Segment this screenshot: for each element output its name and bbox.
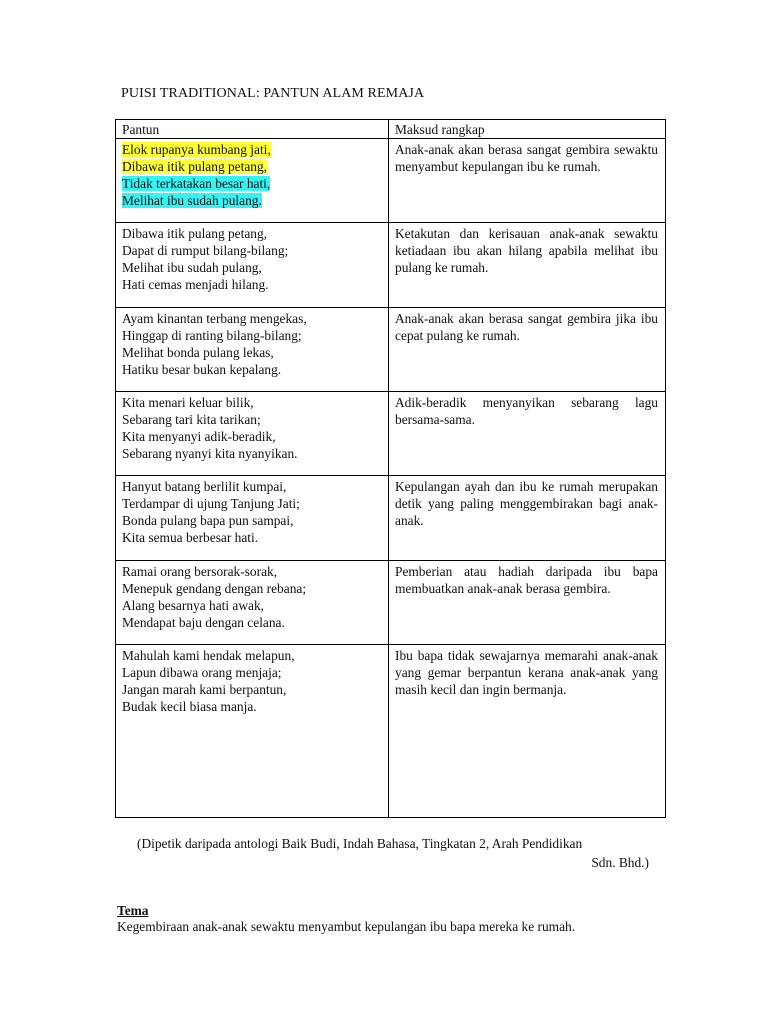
table-row (116, 476, 666, 560)
pantun-line (122, 681, 382, 698)
pantun-line (122, 141, 382, 158)
pantun-line-text: Terdampar di ujung Tanjung Jati; (122, 496, 300, 512)
pantun-line (122, 495, 382, 512)
pantun-line (122, 529, 382, 546)
header-pantun: Pantun (116, 120, 389, 139)
pantun-line-text: Jangan marah kami berpantun, (122, 682, 287, 698)
maksud-text: Ketakutan dan kerisauan anak-anak sewaktu ketiadaan ibu akan hilang apabila melihat ibu pulang ke rumah. (395, 226, 658, 276)
pantun-line (122, 344, 382, 361)
pantun-line (122, 192, 382, 209)
pantun-line (122, 394, 382, 411)
table-row (116, 392, 666, 476)
table-row (116, 560, 666, 644)
pantun-line-text: Dibawa itik pulang petang, (122, 226, 268, 242)
pantun-line (122, 175, 382, 192)
pantun-line-text: Ramai orang bersorak-sorak, (122, 563, 278, 579)
pantun-line-text: Sebarang nyanyi kita nyanyikan. (122, 446, 298, 462)
pantun-line-text: Elok rupanya kumbang jati, (122, 142, 271, 157)
pantun-line (122, 411, 382, 428)
pantun-line-text: Kita semua berbesar hati. (122, 530, 259, 546)
pantun-line (122, 445, 382, 462)
pantun-line (122, 512, 382, 529)
maksud-text: Anak-anak akan berasa sangat gembira jika ibu cepat pulang ke rumah. (395, 310, 658, 343)
pantun-line-text: Hatiku besar bukan kepalang. (122, 361, 282, 377)
pantun-cell (116, 560, 389, 644)
pantun-line (122, 698, 382, 715)
table-row (116, 223, 666, 307)
maksud-cell (389, 307, 666, 391)
pantun-line-text: Melihat ibu sudah pulang, (122, 260, 262, 276)
pantun-line (122, 563, 382, 580)
document-title: PUISI TRADITIONAL: PANTUN ALAM REMAJA (121, 86, 425, 101)
pantun-line (122, 242, 382, 259)
pantun-line (122, 580, 382, 597)
pantun-line-text: Mendapat baju dengan celana. (122, 614, 285, 630)
pantun-cell (116, 223, 389, 307)
pantun-cell (116, 139, 389, 223)
pantun-line (122, 158, 382, 175)
pantun-cell (116, 307, 389, 391)
pantun-line-text: Kita menari keluar bilik, (122, 395, 254, 411)
maksud-cell (389, 645, 666, 818)
pantun-line-text: Dapat di rumput bilang-bilang; (122, 243, 289, 259)
pantun-line-text: Hinggap di ranting bilang-bilang; (122, 327, 302, 343)
pantun-line (122, 259, 382, 276)
pantun-line (122, 310, 382, 327)
maksud-cell (389, 560, 666, 644)
pantun-line (122, 647, 382, 664)
source-citation (137, 834, 649, 872)
pantun-line-text: Bonda pulang bapa pun sampai, (122, 513, 294, 529)
pantun-line-text: Lapun dibawa orang menjaja; (122, 665, 282, 681)
maksud-text: Anak-anak akan berasa sangat gembira sewaktu menyambut kepulangan ibu ke rumah. (395, 142, 658, 174)
source-line-1: (Dipetik daripada antologi Baik Budi, Indah Bahasa, Tingkatan 2, Arah Pendidikan (137, 836, 583, 851)
pantun-line-text: Tidak terkatakan besar hati, (122, 176, 271, 191)
maksud-text: Pemberian atau hadiah daripada ibu bapa membuatkan anak-anak berasa gembira. (395, 563, 658, 596)
maksud-cell (389, 392, 666, 476)
pantun-line (122, 664, 382, 681)
pantun-cell (116, 476, 389, 560)
pantun-line (122, 327, 382, 344)
pantun-cell (116, 392, 389, 476)
pantun-line-text: Budak kecil biasa manja. (122, 699, 257, 715)
pantun-line-text: Menepuk gendang dengan rebana; (122, 580, 307, 596)
pantun-cell (116, 645, 389, 818)
pantun-line-text: Kita menyanyi adik-beradik, (122, 429, 276, 445)
maksud-text: Ibu bapa tidak sewajarnya memarahi anak-anak yang gemar berpantun kerana anak-anak yang masih kecil dan ingin bermanja. (395, 648, 658, 698)
tema-text: Kegembiraan anak-anak sewaktu menyambut kepulangan ibu bapa mereka ke rumah. (117, 919, 576, 934)
maksud-cell (389, 139, 666, 223)
pantun-line-text: Ayam kinantan terbang mengekas, (122, 310, 307, 326)
maksud-cell (389, 223, 666, 307)
pantun-line-text: Dibawa itik pulang petang, (122, 159, 268, 174)
pantun-line (122, 225, 382, 242)
pantun-line (122, 428, 382, 445)
maksud-text: Adik-beradik menyanyikan sebarang lagu bersama-sama. (395, 395, 658, 428)
maksud-text: Kepulangan ayah dan ibu ke rumah merupakan detik yang paling menggembirakan bagi anak-anak. (395, 479, 658, 529)
pantun-line (122, 597, 382, 614)
pantun-line-text: Alang besarnya hati awak, (122, 597, 265, 613)
pantun-line (122, 478, 382, 495)
pantun-line-text: Hati cemas menjadi hilang. (122, 277, 269, 293)
tema-heading: Tema (117, 903, 149, 918)
source-line-2: Sdn. Bhd.) (591, 855, 649, 870)
maksud-cell (389, 476, 666, 560)
pantun-line (122, 614, 382, 631)
header-maksud: Maksud rangkap (389, 120, 666, 139)
table-header-row (116, 120, 666, 139)
pantun-line-text: Melihat ibu sudah pulang. (122, 193, 262, 208)
table-row (116, 139, 666, 223)
pantun-line (122, 276, 382, 293)
pantun-line-text: Melihat bonda pulang lekas, (122, 344, 274, 360)
pantun-line-text: Hanyut batang berlilit kumpai, (122, 479, 287, 495)
table-row (116, 645, 666, 818)
pantun-line-text: Sebarang tari kita tarikan; (122, 412, 261, 428)
pantun-line-text: Mahulah kami hendak melapun, (122, 648, 295, 664)
table-row (116, 307, 666, 391)
pantun-line (122, 361, 382, 378)
pantun-table (115, 119, 666, 818)
